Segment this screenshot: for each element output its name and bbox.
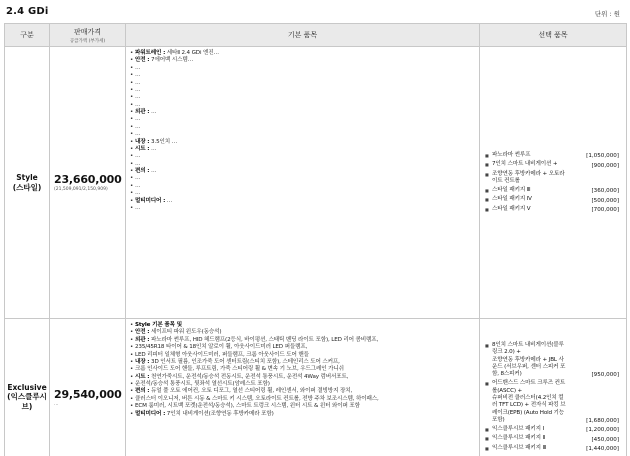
- basic-item: [130, 183, 475, 190]
- basic-item-text: 7인치 내비게이션(조향연동 후방카메라 포함): [165, 410, 274, 417]
- bullet-square-icon: ■: [485, 197, 489, 203]
- basic-item: [130, 146, 475, 153]
- trim-name-cell: [5, 319, 50, 456]
- bullet-square-icon: ■: [485, 162, 489, 168]
- basic-item: [130, 175, 475, 182]
- option-item-text: [492, 171, 567, 186]
- option-item: [485, 435, 621, 442]
- option-item-note: 조향연동 후방카메라 + JBL 사운드 (서브우퍼, 센터 스피커 포함, 8스피커): [492, 356, 566, 378]
- option-item-label: 조향연동 후방카메라 + 오토라이트 컨트롤: [492, 170, 565, 184]
- option-item-label: 7인치 스마트 내비게이션 +: [492, 161, 558, 168]
- basic-item: [130, 65, 475, 72]
- basic-item-text: 7에어백 시스템…: [149, 57, 194, 64]
- basic-item-text: 세타Ⅱ 2.4 GDi 엔진…: [165, 50, 219, 56]
- option-item-label: 파노라마 썬루프: [492, 152, 531, 159]
- basic-item-text: 운전석/동승석 통풍시트, 뒷좌석 열선시트(암레스트 포함): [135, 381, 270, 387]
- basic-item: [130, 190, 475, 197]
- option-item-label: 8인치 스마트 내비게이션(블루링크 2.0) +: [492, 342, 564, 356]
- option-item-label: 익스클루시브 패키지 Ⅰ: [492, 426, 545, 433]
- basic-item-category: 멀티미디어 :: [135, 410, 166, 417]
- option-item-price: [450,000]: [591, 436, 619, 443]
- supply-price: …: [54, 401, 59, 407]
- bullet-square-icon: ■: [485, 206, 489, 212]
- basic-item-text: …: [135, 79, 141, 86]
- basic-item-text: 3.5인치 …: [149, 138, 178, 145]
- basic-item-category: 편의 :: [135, 388, 150, 395]
- option-item-label: 어드밴스드 스마트 크루즈 컨트롤(ASCC) +: [492, 380, 566, 394]
- bullet-square-icon: ■: [485, 343, 489, 349]
- basic-item-text: …: [135, 101, 141, 108]
- basic-item: [130, 403, 475, 410]
- basic-item: [130, 139, 475, 146]
- trim-name-korean: (스타일): [12, 182, 42, 192]
- trim-row: [5, 47, 627, 319]
- basic-item-text: 천연가죽시트, 운전석/동승석 전동시트, 운전석 통풍시트, 운전석 4Way 럼버서포트,: [149, 373, 349, 380]
- page-title: 2.4 GDi: [6, 6, 49, 17]
- option-item-price: [950,000]: [591, 372, 619, 379]
- bullet-square-icon: ■: [485, 188, 489, 194]
- bullet-square-icon: ■: [485, 445, 489, 451]
- basic-items-cell: [126, 319, 480, 456]
- option-item-label: 익스클루시브 패키지 Ⅱ: [492, 435, 546, 442]
- option-item-label: 익스클루시브 패키지 Ⅲ: [492, 444, 547, 451]
- basic-item-text: …: [135, 175, 141, 182]
- basic-item-category: 시트 :: [135, 373, 150, 380]
- header-price-sub: 공급가액 (부가세): [69, 38, 106, 44]
- basic-item: [130, 109, 475, 116]
- basic-item-category: 외관 :: [135, 336, 150, 343]
- basic-item-text: LED 리피터 일체형 아웃사이드미러, 퍼들램프, 크롬 아웃사이드 도어 핸들: [135, 351, 309, 358]
- bullet-square-icon: ■: [485, 381, 489, 387]
- option-item-price: [1,680,000]: [586, 418, 619, 425]
- option-item-price: [360,000]: [591, 188, 619, 195]
- option-item-text: [492, 445, 567, 452]
- basic-item-text: …: [149, 168, 157, 174]
- basic-item-text: …: [149, 145, 157, 152]
- option-item-text: [492, 426, 567, 433]
- option-item: [485, 187, 621, 194]
- option-item: [485, 161, 621, 168]
- basic-item-text: …: [135, 94, 141, 101]
- basic-item: [130, 329, 475, 336]
- option-item: [485, 206, 621, 213]
- option-item-price: [1,050,000]: [586, 153, 619, 160]
- trim-name: Style: [16, 173, 38, 183]
- basic-item: [130, 102, 475, 109]
- price-cell: [50, 319, 126, 456]
- basic-item-category: 멀티미디어 :: [135, 197, 166, 204]
- basic-item: [130, 168, 475, 175]
- basic-item-text: …: [135, 204, 141, 211]
- option-item-label: 스타일 패키지 Ⅴ: [492, 205, 531, 212]
- option-item-price: [1,200,000]: [586, 427, 619, 434]
- option-item-text: [492, 187, 567, 194]
- option-item: [485, 196, 621, 203]
- basic-item-text: ECM 룸미러, 시트백 포켓(운전석/동승석), 스마트 트렁크 시스템, 윈터 시트 & 윈터 와이퍼 포함: [135, 403, 360, 410]
- header-category: 구분: [5, 24, 50, 47]
- option-item-price: [900,000]: [591, 162, 619, 169]
- option-items-cell: [480, 319, 627, 456]
- option-item: [485, 171, 621, 186]
- basic-item-text: …: [135, 190, 141, 197]
- basic-item: [130, 153, 475, 160]
- bullet-square-icon: ■: [485, 427, 489, 433]
- option-item-text: [492, 435, 567, 442]
- basic-item-text: 235/45R18 타이어 & 18인치 알로이 휠, 아웃사이드미러 LED 퍼들램프,: [135, 344, 308, 351]
- basic-item-text: 세이프티 파워 윈도우(동승석): [149, 329, 222, 336]
- basic-item-text: …: [135, 160, 141, 167]
- unit-label: 단위 : 원: [594, 10, 620, 18]
- option-item-price: [500,000]: [591, 197, 619, 204]
- bullet-square-icon: ■: [485, 436, 489, 442]
- option-item-text: [492, 206, 567, 213]
- basic-item-text: 파노라마 썬루프, HID 헤드램프(2등식, 바이펑션, 스태틱 벤딩 라이트 포함), LED 리어 콤비램프,: [149, 336, 379, 343]
- basic-item-category: 편의 :: [135, 168, 150, 174]
- basic-item: [130, 131, 475, 138]
- basic-item-category: 파워트레인 :: [135, 50, 166, 56]
- bullet-square-icon: ■: [485, 171, 489, 177]
- option-item-price: [1,440,000]: [586, 445, 619, 452]
- basic-item-category: Style 기본 품목 및: [135, 322, 182, 328]
- basic-item-text: …: [135, 116, 141, 123]
- basic-item: [130, 161, 475, 168]
- sale-price: 23,660,000: [54, 173, 122, 186]
- basic-item-text: …: [135, 153, 141, 160]
- basic-items-list: [130, 50, 475, 212]
- option-item: [485, 342, 621, 378]
- trim-name-korean: (익스클루시브): [7, 392, 47, 411]
- supply-price: (21,509,091/2,150,909): [54, 187, 108, 192]
- basic-item: [130, 198, 475, 205]
- basic-item: [130, 205, 475, 212]
- header-price-label: 판매가격: [73, 27, 102, 36]
- option-item: [485, 445, 621, 452]
- option-item-price: [700,000]: [591, 206, 619, 213]
- basic-item-text: …: [165, 197, 173, 204]
- option-item-text: [492, 196, 567, 203]
- header-option-items: 선택 품목: [480, 24, 627, 47]
- basic-item-category: 안전 :: [135, 329, 150, 336]
- basic-item: [130, 411, 475, 418]
- option-items-cell: [480, 47, 627, 319]
- basic-item-text: 클러스터 이오니저, 버튼 시동 & 스마트 키 시스템, 오토라이트 컨트롤, 전방 주차 보조시스템, 하이패스,: [135, 395, 379, 402]
- trim-name: Exclusive: [7, 382, 47, 392]
- basic-item-category: 시트 :: [135, 145, 150, 152]
- basic-item: [130, 352, 475, 359]
- basic-item: [130, 72, 475, 79]
- basic-item: [130, 87, 475, 94]
- basic-item: [130, 80, 475, 87]
- option-item-text: [492, 342, 567, 378]
- basic-item-text: …: [149, 109, 157, 115]
- trim-name-cell: [5, 47, 50, 319]
- basic-item-category: 외관 :: [135, 109, 150, 115]
- option-item-text: [492, 152, 567, 159]
- sale-price: 29,540,000: [54, 387, 122, 401]
- option-item-label: 스타일 패키지 Ⅲ: [492, 187, 531, 194]
- basic-item-text: …: [135, 131, 141, 138]
- basic-item-text: …: [135, 123, 141, 130]
- option-item-label: 스타일 패키지 Ⅳ: [492, 196, 532, 203]
- basic-item-text: …: [135, 86, 141, 93]
- basic-item-text: …: [135, 72, 141, 79]
- basic-item-text: 크롬 인사이드 도어 핸들, 루프트림, 가죽 스티어링 휠 & 변속 기 노브, 우드그레인 가니쉬: [135, 366, 344, 373]
- basic-item: [130, 344, 475, 351]
- option-item: [485, 380, 621, 424]
- basic-item: [130, 124, 475, 131]
- basic-item-category: 내장 :: [135, 358, 150, 365]
- basic-item: [130, 366, 475, 373]
- basic-item-text: …: [135, 64, 141, 71]
- option-item: [485, 152, 621, 159]
- basic-item-text: 3D 인서트 필름, 인조가죽 도어 센터트림(스티치 포함), 스테인리스 도어 스커프,: [149, 358, 340, 365]
- basic-item: [130, 57, 475, 64]
- basic-items-list: [130, 322, 475, 418]
- basic-item-text: …: [135, 182, 141, 189]
- header-price: [50, 24, 126, 47]
- option-item-text: [492, 161, 567, 168]
- basic-item-category: 내장 :: [135, 138, 150, 145]
- basic-item-category: 안전 :: [135, 57, 150, 64]
- option-item: [485, 426, 621, 433]
- price-cell: [50, 47, 126, 319]
- option-item-note: 슈퍼비전 클러스터(4.2인치 컬러 TFT LCD) + 전자식 파킹 브레이크(EPB) (Auto Hold 기능 포함): [492, 395, 566, 423]
- basic-items-cell: [126, 47, 480, 319]
- price-table: [4, 23, 627, 456]
- basic-item: [130, 116, 475, 123]
- basic-item-text: 듀얼 풀 오토 에어컨, 오토 디포그, 열선 스티어링 휠, 레인센서, 와이퍼 결빙방지 장치,: [149, 388, 353, 395]
- trim-row: [5, 319, 627, 456]
- bullet-square-icon: ■: [485, 153, 489, 159]
- basic-item: [130, 374, 475, 381]
- option-item-text: [492, 380, 567, 424]
- basic-item: [130, 388, 475, 395]
- header-basic-items: 기본 품목: [126, 24, 480, 47]
- basic-item: [130, 94, 475, 101]
- table-header-row: [5, 24, 627, 47]
